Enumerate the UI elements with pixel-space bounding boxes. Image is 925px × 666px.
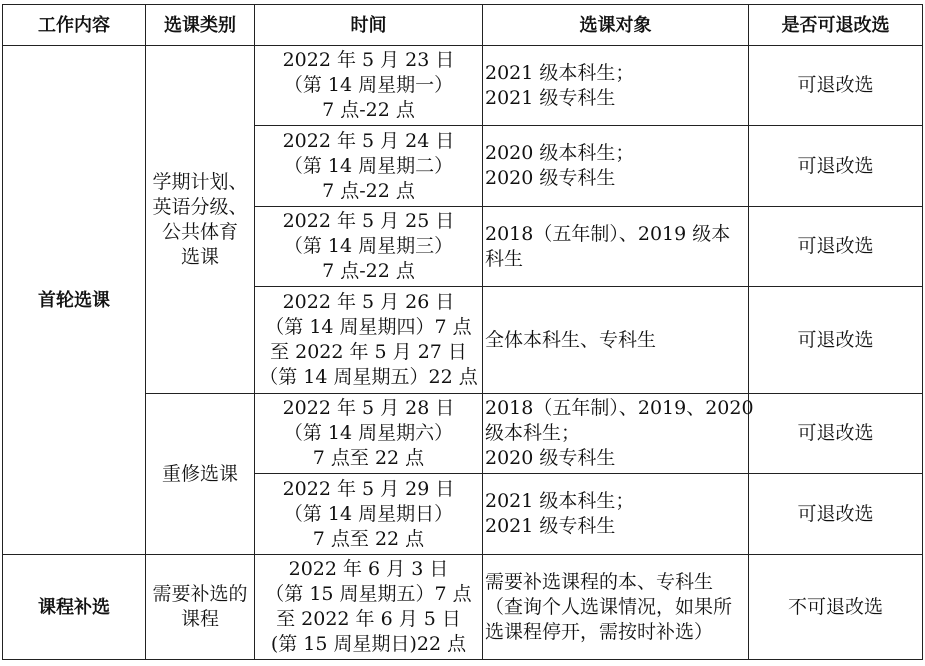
category-line: 课程 <box>180 608 219 630</box>
category-supplementary <box>146 555 255 660</box>
time-cell <box>255 474 483 555</box>
time-line: 2022 年 5 月 24 日 <box>282 129 455 152</box>
target-line: 2018（五年制）、2019、2020 <box>485 397 754 419</box>
target-cell <box>483 394 754 474</box>
time-cell <box>255 126 483 207</box>
target-line: （查询个人选课情况，如果所 <box>485 595 733 618</box>
target-cell <box>483 126 749 207</box>
target-cell <box>483 287 749 394</box>
header-target: 选课对象 <box>483 5 749 46</box>
target-line: 科生 <box>485 247 524 270</box>
category-line: 学期计划、 <box>152 170 248 193</box>
target-line: 级本科生； <box>485 422 581 444</box>
target-line: 2020 级本科生； <box>485 142 635 164</box>
target-line: 2021 级专科生 <box>485 86 616 109</box>
time-line: (第 15 周星期日)22 点 <box>270 633 467 655</box>
category-line: 需要补选的 <box>152 583 248 605</box>
target-line: 2020 级专科生 <box>485 447 616 469</box>
time-line: （第 14 周星期五）22 点 <box>259 366 478 388</box>
header-row <box>3 5 923 46</box>
target-cell <box>483 207 749 287</box>
table-row <box>3 46 923 126</box>
work-first-round: 首轮选课 <box>3 46 146 555</box>
target-cell <box>483 555 749 660</box>
time-line: 7 点-22 点 <box>322 260 415 282</box>
header-category: 选课类别 <box>146 5 255 46</box>
time-line: （第 14 周星期六） <box>283 422 454 444</box>
target-line: 需要补选课程的本、专科生 <box>485 570 714 593</box>
category-line: 公共体育 <box>161 220 238 243</box>
target-line: 2020 级专科生 <box>485 167 616 189</box>
status-cell: 可退改选 <box>749 126 923 207</box>
status-cell: 可退改选 <box>749 474 923 555</box>
time-line: （第 14 周星期一） <box>283 74 454 96</box>
time-line: 7 点-22 点 <box>322 99 415 121</box>
time-line: （第 14 周星期二） <box>283 154 454 177</box>
time-line: 7 点至 22 点 <box>312 527 425 550</box>
status-cell: 可退改选 <box>749 287 923 394</box>
category-line: 英语分级、 <box>152 195 248 218</box>
target-cell <box>483 46 749 126</box>
time-line: 2022 年 5 月 26 日 <box>282 291 455 313</box>
header-work: 工作内容 <box>3 5 146 46</box>
time-line: （第 14 周星期日） <box>283 502 454 525</box>
time-line: （第 14 周星期四）7 点 <box>265 316 472 338</box>
table-row <box>3 555 923 660</box>
time-line: 至 2022 年 6 月 5 日 <box>276 608 461 630</box>
time-line: 2022 年 5 月 29 日 <box>282 477 455 500</box>
category-line: 选课 <box>180 245 219 268</box>
course-selection-table <box>2 4 923 660</box>
work-supplementary: 课程补选 <box>3 555 146 660</box>
status-cell: 可退改选 <box>749 394 923 474</box>
status-cell: 可退改选 <box>749 207 923 287</box>
status-cell: 不可退改选 <box>749 555 923 660</box>
status-cell: 可退改选 <box>749 46 923 126</box>
target-line: 2018（五年制）、2019 级本 <box>485 222 731 245</box>
time-cell <box>255 287 483 394</box>
header-status: 是否可退改选 <box>749 5 923 46</box>
target-line: 选课程停开，需按时补选） <box>485 620 714 643</box>
time-line: 2022 年 5 月 23 日 <box>282 49 455 71</box>
time-cell <box>255 46 483 126</box>
header-time: 时间 <box>255 5 483 46</box>
time-line: 7 点-22 点 <box>322 179 415 202</box>
time-line: 2022 年 6 月 3 日 <box>288 558 449 580</box>
category-retake: 重修选课 <box>146 394 255 555</box>
target-cell <box>483 474 749 555</box>
time-line: 2022 年 5 月 28 日 <box>282 397 455 419</box>
category-planned <box>146 46 255 394</box>
time-cell <box>255 394 483 474</box>
time-line: 2022 年 5 月 25 日 <box>282 210 455 232</box>
target-line: 全体本科生、专科生 <box>485 328 657 351</box>
time-line: （第 14 周星期三） <box>283 235 454 257</box>
time-line: （第 15 周星期五）7 点 <box>265 583 472 605</box>
target-line: 2021 级专科生 <box>485 515 616 537</box>
target-line: 2021 级本科生； <box>485 61 635 84</box>
time-line: 至 2022 年 5 月 27 日 <box>270 341 467 363</box>
time-cell <box>255 207 483 287</box>
target-line: 2021 级本科生； <box>485 490 635 512</box>
time-line: 7 点至 22 点 <box>312 447 425 469</box>
time-cell <box>255 555 483 660</box>
